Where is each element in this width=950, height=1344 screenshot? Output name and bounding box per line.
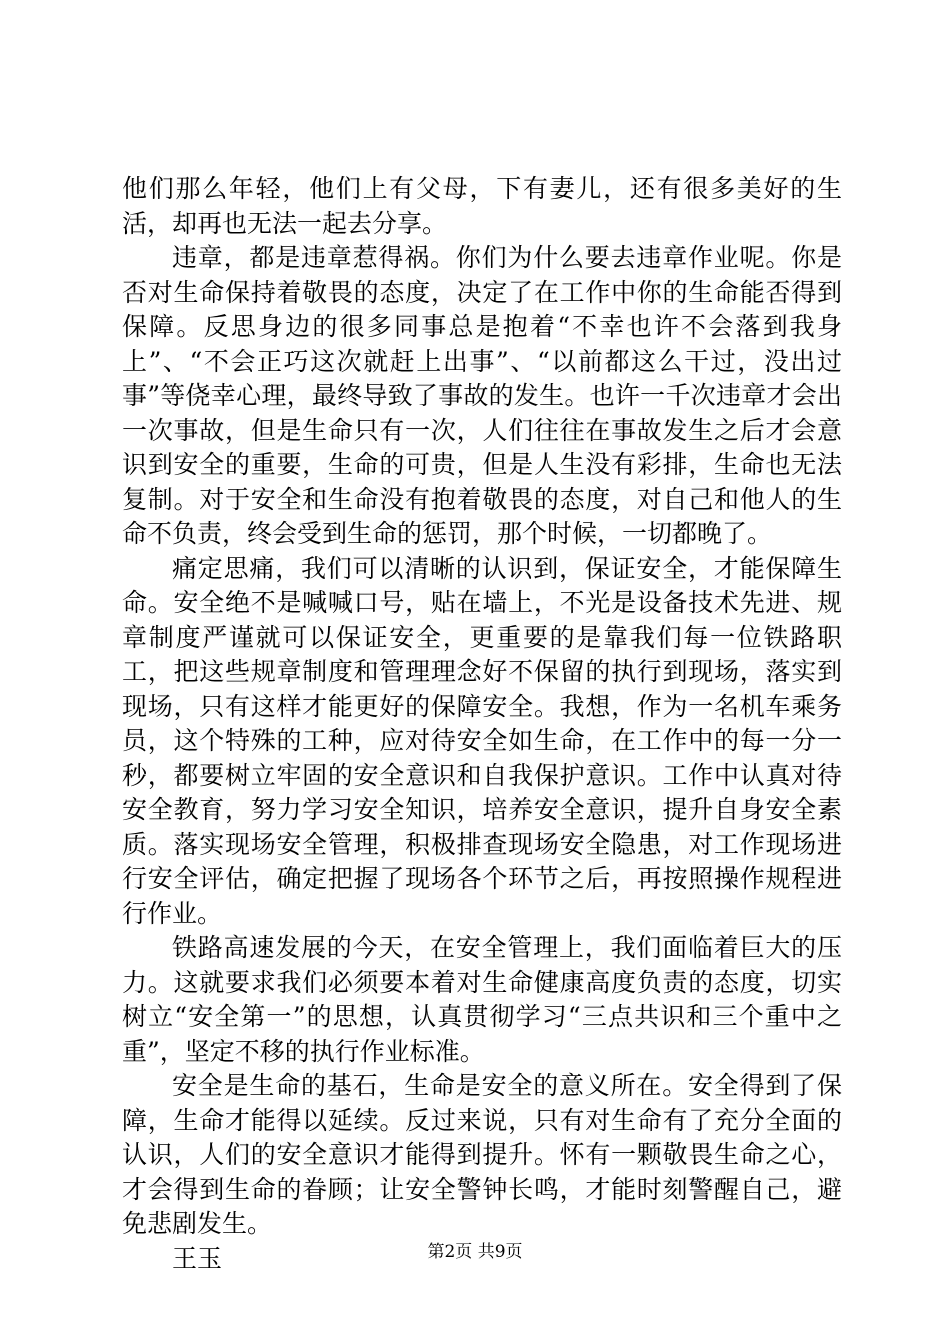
paragraph-1: 他们那么年轻，他们上有父母，下有妻儿，还有很多美好的生活，却再也无法一起去分享。 — [122, 174, 842, 238]
author-name: 王玉 — [172, 1243, 223, 1273]
paragraph-2: 违章，都是违章惹得祸。你们为什么要去违章作业呢。你是否对生命保持着敬畏的态度，决定了在工作中你的生命能否得到保障。反思身边的很多同事总是抱着“不幸也许不会落到我身上”、“不会正巧这次就赶上出事”、“以前都这么干过，没出过事”等侥幸心理，最终导致了事故的发生。也许一千次违章才会出一次事故，但是生命只有一次，人们往往在事故发生之后才会意识到安全的重要，生命的可贵，但是人生没有彩排，生命也无法复制。对于安全和生命没有抱着敬畏的态度，对自己和他人的生命不负责，终会受到生命的惩罚，那个时候，一切都晚了。 — [122, 243, 842, 548]
paragraph-4: 铁路高速发展的今天，在安全管理上，我们面临着巨大的压力。这就要求我们必须要本着对生命健康高度负责的态度，切实树立“安全第一”的思想，认真贯彻学习“三点共识和三个重中之重”，坚定不移的执行作业标准。 — [122, 933, 842, 1066]
document-body — [122, 172, 842, 1276]
page-number-footer: 第2页 共9页 — [427, 1242, 523, 1262]
paragraph-5: 安全是生命的基石，生命是安全的意义所在。安全得到了保障，生命才能得以延续。反过来说，只有对生命有了充分全面的认识，人们的安全意识才能得到提升。怀有一颗敬畏生命之心，才会得到生命的眷顾；让安全警钟长鸣，才能时刻警醒自己，避免悲剧发生。 — [122, 1071, 842, 1238]
paragraph-3: 痛定思痛，我们可以清晰的认识到，保证安全，才能保障生命。安全绝不是喊喊口号，贴在墙上，不光是设备技术先进、规章制度严谨就可以保证安全，更重要的是靠我们每一位铁路职工，把这些规章制度和管理理念好不保留的执行到现场，落实到现场，只有这样才能更好的保障安全。我想，作为一名机车乘务员，这个特殊的工种，应对待安全如生命，在工作中的每一分一秒，都要树立牢固的安全意识和自我保护意识。工作中认真对待安全教育，努力学习安全知识，培养安全意识，提升自身安全素质。落实现场安全管理，积极排查现场安全隐患，对工作现场进行安全评估，确定把握了现场各个环节之后，再按照操作规程进行作业。 — [122, 553, 842, 928]
